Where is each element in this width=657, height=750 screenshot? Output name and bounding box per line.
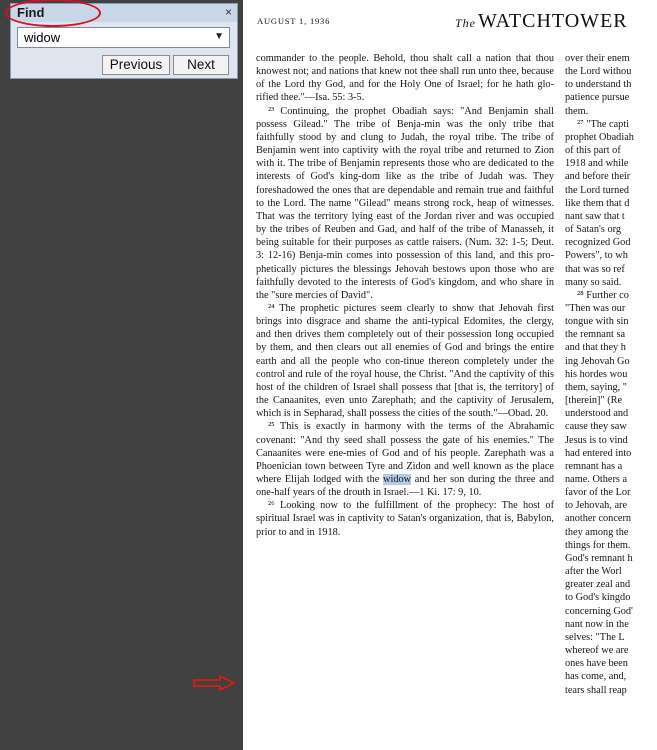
right-line: cause they saw — [565, 421, 627, 433]
paragraph-25: ²⁵ This is exactly in harmony with the terms of the Abrahamic covenant: "And thy seed shall possess the gate of his enemies." The Canaanites were ene-mies of God and of his people. Zarephath was a Phoenician town between Tyre and Zidon and well known as the place where Elijah lodged with the widow and her son during the three and one-half years of the drouth in Israel.—1 Ki. 17: 9, 10. — [256, 421, 555, 499]
right-line: prophet Obadiah — [565, 131, 634, 143]
right-line: ²⁷ "The capti — [577, 118, 630, 130]
header-date: AUGUST 1, 1936 — [257, 16, 331, 26]
right-line: tongue with sin — [565, 316, 629, 328]
previous-button[interactable]: Previous — [102, 55, 170, 75]
right-line: selves: "The L — [565, 631, 625, 643]
column-right — [565, 52, 657, 697]
header-title — [455, 10, 628, 33]
chevron-down-icon[interactable]: ▼ — [214, 31, 224, 42]
right-line: favor of the Lor — [565, 487, 631, 499]
red-arrow-icon — [192, 675, 236, 691]
close-icon[interactable]: × — [224, 5, 232, 19]
right-line: understood and — [565, 408, 629, 420]
search-input[interactable] — [24, 30, 204, 45]
right-line: God's remnant h — [565, 552, 633, 564]
right-line: to God's kingdo — [565, 592, 631, 604]
header-masthead: WATCHTOWER — [478, 10, 628, 32]
right-line: many so said. — [565, 276, 622, 288]
right-line: nant saw that t — [565, 210, 625, 222]
right-line: his hordes wou — [565, 368, 628, 380]
right-line: concerning God' — [565, 605, 633, 617]
right-line: them, saying, " — [565, 381, 627, 393]
paragraph-26: ²⁶ Looking now to the fulfillment of the prophecy: The host of spiritual Israel was in captivity to Satan's organization, that is, Babylon, prior to and in 1918. — [256, 500, 554, 538]
right-line: over their enem — [565, 53, 630, 64]
right-line: of Satan's org — [565, 224, 622, 236]
search-combobox[interactable] — [17, 27, 230, 48]
right-line: had entered into — [565, 447, 632, 459]
page-header — [251, 8, 657, 36]
right-line: things for them. — [565, 539, 631, 551]
right-line: patience pursue — [565, 92, 630, 104]
right-line: and that they h — [565, 342, 626, 354]
column-main — [256, 52, 554, 539]
search-highlight: widow — [383, 474, 412, 485]
right-line: the Lord withou — [565, 66, 632, 78]
right-line: remnant has a — [565, 460, 623, 472]
right-line: after the Worl — [565, 566, 622, 578]
red-annotation-oval — [5, 0, 101, 27]
paragraph-22: commander to the people. Behold, thou shalt call a nation that thou knowest not; and nations that knew not thee shall run unto thee, because of the Lord thy God, and for the Holy One of Israel; for he hath glo-rified thee."—Isa. 55: 3-5. — [256, 53, 555, 104]
find-title: Find — [17, 5, 45, 20]
right-line: tears shall reap — [565, 684, 627, 696]
right-line: to Jehovah, are — [565, 500, 628, 512]
right-line: Jesus is to vind — [565, 434, 628, 446]
right-line: "Then was our — [565, 302, 626, 314]
right-line: ones have been — [565, 658, 628, 670]
right-line: like them that d — [565, 197, 630, 209]
document-page — [243, 0, 657, 750]
right-line: the remnant sa — [565, 329, 626, 341]
right-line: that was so ref — [565, 263, 625, 275]
paragraph-23: ²³ Continuing, the prophet Obadiah says: "And Benjamin shall possess Gilead." The tribe of Benja-min was the only tribe that faithfully stood by and clung to Judah, the royal tribe. The tribe of Benjamin went into captivity with the royal tribe and returned to Zion with it. The tribe of Benjamin represents those who are dedicated to the interests of God's king-dom like as the tribe of Judah was. They foreshadowed the ones that are dependable and remain true and faithful to the Lord. The name "Gilead" means strong rock, heap of witnesses. That was the territory lying east of the Jordan river and was occupied by the tribes of Reuben and Gad, and half of the tribe of Manasseh, it being suitable for their purposes as cattle raisers. (Num. 32: 1-5; Deut. 3: 12-16) Benja-min comes into possession of this land, and this pro-phetically pictures the blessings Jehovah bestows upon those who are faithfully devoted to the interests of God's kingdom, and who share in the "sure mercies of David". — [256, 105, 555, 301]
right-line: Powers", to wh — [565, 250, 628, 262]
right-line: to understand th — [565, 79, 632, 91]
right-line: another concern — [565, 513, 632, 525]
right-line: whereof we are — [565, 645, 629, 657]
next-button[interactable]: Next — [173, 55, 229, 75]
right-line: the Lord turned — [565, 184, 630, 196]
right-line: ing Jehovah Go — [565, 355, 630, 367]
sidebar-panel — [0, 0, 243, 750]
right-line: name. Others a — [565, 474, 628, 485]
right-line: 1918 and while — [565, 158, 629, 170]
right-line: of this part of — [565, 145, 621, 157]
right-line: them. — [565, 105, 589, 117]
header-the: The — [455, 16, 476, 30]
right-line: ²⁸ Further co — [577, 289, 629, 301]
right-line: has come, and, — [565, 671, 627, 683]
right-line: nant now in the — [565, 618, 629, 630]
right-line: [therein]" (Re — [565, 395, 623, 407]
paragraph-24: ²⁴ The prophetic pictures seem clearly to show that Jehovah first brings into disgrace and shame the anti-typical Edomites, the clergy, and then drives them completely out of their possession long occupied by them, and then clears out all enemies of God and brings the entire earth and all the people who con-tinue thereon completely under the control and rule of the royal house, the Christ. "And the captivity of this host of the children of Israel shall possess that [that is, the territory] of the Canaanites, even unto Zarephath; and the captivity of Jerusalem, which is in Sepharad, shall possess the cities of the south."—Obad. 20. — [256, 302, 555, 420]
right-line: and before their — [565, 171, 631, 183]
find-toolbar — [10, 3, 238, 79]
right-line: they among the — [565, 526, 629, 538]
right-line: greater zeal and — [565, 579, 631, 591]
right-line: recognized God — [565, 237, 631, 249]
